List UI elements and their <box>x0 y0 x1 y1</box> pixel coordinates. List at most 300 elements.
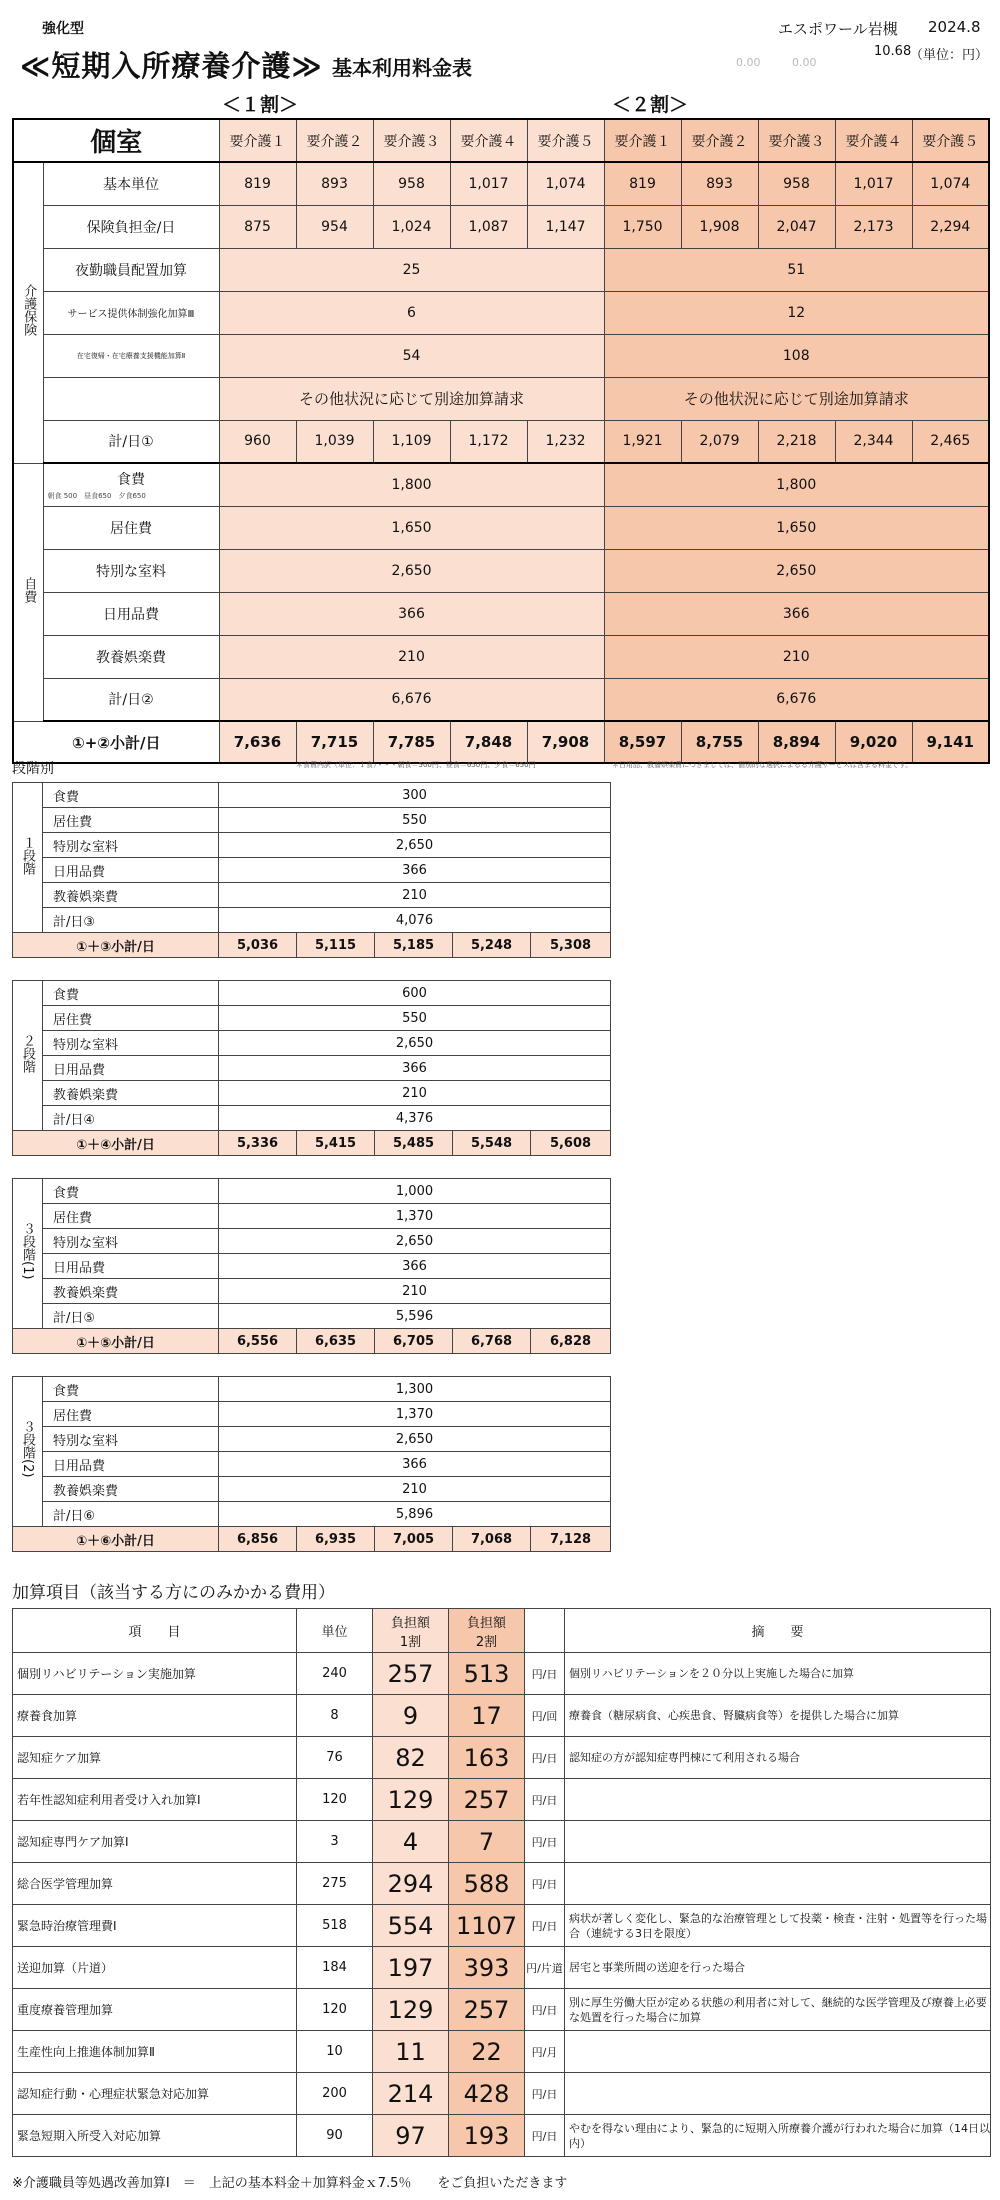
cell: 6,676 <box>219 678 604 721</box>
pay-20pct: 393 <box>449 1947 525 1989</box>
stage-row <box>13 1477 611 1502</box>
stage-row <box>13 1106 611 1131</box>
cell: 2,650 <box>219 1229 611 1254</box>
pay-20pct: 1107 <box>449 1905 525 1947</box>
row-label: 居住費 <box>43 1006 219 1031</box>
cell: 8,755 <box>681 721 758 763</box>
cell: 893 <box>296 162 373 205</box>
row-label: 特別な室料 <box>43 1427 219 1452</box>
row-label: 特別な室料 <box>43 1031 219 1056</box>
row-label <box>43 377 219 420</box>
row-label: 特別な室料 <box>43 833 219 858</box>
row-label: 日用品費 <box>43 858 219 883</box>
pay-20pct: 163 <box>449 1737 525 1779</box>
per-unit: 円/日 <box>525 1863 565 1905</box>
cell: 1,017 <box>835 162 912 205</box>
item-name: 総合医学管理加算 <box>13 1863 297 1905</box>
cell: 210 <box>219 883 611 908</box>
row-label: 日用品費 <box>43 1056 219 1081</box>
per-unit: 円/日 <box>525 1737 565 1779</box>
cell: 1,074 <box>527 162 604 205</box>
cell: 8,597 <box>604 721 681 763</box>
row-label: ①＋⑤小計/日 <box>13 1329 219 1354</box>
cell: 2,047 <box>758 205 835 248</box>
pay1-header: 負担額 1割 <box>373 1609 449 1653</box>
row-label: 教養娯楽費 <box>43 1477 219 1502</box>
row-label: 在宅復帰・在宅療養支援機能加算Ⅱ <box>43 334 219 377</box>
unit-value: 90 <box>297 2115 373 2157</box>
stage-table <box>12 782 611 958</box>
row-label: 特別な室料 <box>43 549 219 592</box>
stage-total-row <box>13 933 611 958</box>
cell: 4,076 <box>219 908 611 933</box>
stage-row <box>13 1081 611 1106</box>
pay-10pct: 11 <box>373 2031 449 2073</box>
stage-total-row <box>13 1131 611 1156</box>
stage-label: ２段階 <box>13 981 43 1131</box>
cell: 5,415 <box>297 1131 375 1156</box>
summary-text: 居宅と事業所間の送迎を行った場合 <box>565 1947 991 1989</box>
row-label: 計/日④ <box>43 1106 219 1131</box>
cell: 550 <box>219 1006 611 1031</box>
stage-row <box>13 1179 611 1204</box>
goods-footnote: ＊日用品、教養娯楽費につきましては、個別的な選択によるる介護サービスは含まる料金です。 <box>612 761 913 769</box>
level-header: 要介護５ <box>527 119 604 162</box>
cell: 54 <box>219 334 604 377</box>
cell: 1,908 <box>681 205 758 248</box>
cell: 2,650 <box>219 833 611 858</box>
unit-value: 275 <box>297 1863 373 1905</box>
row-label: ①＋⑥小計/日 <box>13 1527 219 1552</box>
table-row <box>13 549 989 592</box>
item-name: 個別リハビリテーション実施加算 <box>13 1653 297 1695</box>
level-header: 要介護２ <box>681 119 758 162</box>
cell: 600 <box>219 981 611 1006</box>
cell: 300 <box>219 783 611 808</box>
cell: 366 <box>219 1452 611 1477</box>
unit-value: 8 <box>297 1695 373 1737</box>
cell: 1,650 <box>219 506 604 549</box>
row-label: 教養娯楽費 <box>43 1279 219 1304</box>
pay-10pct: 97 <box>373 2115 449 2157</box>
summary-text: 病状が著しく変化し、緊急的な治療管理として投薬・検査・注射・処置等を行った場合（連続する3日を限度） <box>565 1905 991 1947</box>
row-label: 食費 <box>43 1179 219 1204</box>
table-row <box>13 420 989 463</box>
table-row <box>13 377 989 420</box>
row-label: 計/日③ <box>43 908 219 933</box>
stage-row <box>13 883 611 908</box>
stage-label: ３段階(1) <box>13 1179 43 1329</box>
summary-text <box>565 1779 991 1821</box>
cell: 366 <box>219 1056 611 1081</box>
cell: 210 <box>219 1081 611 1106</box>
row-label: 食費 <box>43 783 219 808</box>
stage-row <box>13 1229 611 1254</box>
additions-table <box>12 1608 991 2157</box>
cell: 6,856 <box>219 1527 297 1552</box>
organization-name: エスポワール岩槻 <box>778 20 898 38</box>
per-unit: 円/日 <box>525 2115 565 2157</box>
cell: 1,087 <box>450 205 527 248</box>
level-header: 要介護３ <box>373 119 450 162</box>
table-row <box>13 162 989 205</box>
row-label: 教養娯楽費 <box>43 635 219 678</box>
item-name: 生産性向上推進体制加算Ⅱ <box>13 2031 297 2073</box>
cell: 1,172 <box>450 420 527 463</box>
row-label: 日用品費 <box>43 1452 219 1477</box>
addition-row <box>13 1863 991 1905</box>
addition-row <box>13 1989 991 2031</box>
addition-row <box>13 2031 991 2073</box>
summary-text <box>565 2031 991 2073</box>
level-header: 要介護２ <box>296 119 373 162</box>
item-name: 療養食加算 <box>13 1695 297 1737</box>
cell: 2,650 <box>219 549 604 592</box>
additions-header-row <box>13 1609 991 1653</box>
row-label: 食費 朝食 500 昼食650 夕食650 <box>43 463 219 506</box>
cell: 819 <box>604 162 681 205</box>
pay-10pct: 82 <box>373 1737 449 1779</box>
pay-20pct: 7 <box>449 1821 525 1863</box>
unit-value: 240 <box>297 1653 373 1695</box>
cell: 1,109 <box>373 420 450 463</box>
pay-20pct: 22 <box>449 2031 525 2073</box>
document-date: 2024.8 <box>928 18 981 36</box>
cell: 7,908 <box>527 721 604 763</box>
addition-row <box>13 2115 991 2157</box>
row-label: 日用品費 <box>43 592 219 635</box>
cell: 12 <box>604 291 989 334</box>
cell: 1,370 <box>219 1402 611 1427</box>
cell: 5,548 <box>453 1131 531 1156</box>
item-header: 項 目 <box>13 1609 297 1653</box>
additions-title: 加算項目（該当する方にのみかかる費用） <box>12 1583 335 1603</box>
stage-row <box>13 1006 611 1031</box>
cell: 1,921 <box>604 420 681 463</box>
cell: 1,147 <box>527 205 604 248</box>
pay-10pct: 197 <box>373 1947 449 1989</box>
subtotal-row <box>13 721 989 763</box>
pay-10pct: 214 <box>373 2073 449 2115</box>
unit-value: 200 <box>297 2073 373 2115</box>
ghost-value: 0.00 <box>736 56 761 69</box>
cell: 7,636 <box>219 721 296 763</box>
cell: 2,173 <box>835 205 912 248</box>
summary-text <box>565 1863 991 1905</box>
stage-total-row <box>13 1329 611 1354</box>
item-name: 緊急短期入所受入対応加算 <box>13 2115 297 2157</box>
addition-row <box>13 1653 991 1695</box>
cell: 6,705 <box>375 1329 453 1354</box>
cell: 1,800 <box>604 463 989 506</box>
row-label: 教養娯楽費 <box>43 1081 219 1106</box>
table-row <box>13 205 989 248</box>
row-label: 計/日② <box>43 678 219 721</box>
cell: 2,465 <box>912 420 989 463</box>
stage-table <box>12 1376 611 1552</box>
row-label: 居住費 <box>43 1204 219 1229</box>
group-label-20pct: ＜２割＞ <box>612 94 689 116</box>
cell: 6,635 <box>297 1329 375 1354</box>
row-label: ①＋④小計/日 <box>13 1131 219 1156</box>
cell: 7,715 <box>296 721 373 763</box>
cell: 366 <box>219 1254 611 1279</box>
cell: 5,608 <box>531 1131 611 1156</box>
cell: 210 <box>219 1477 611 1502</box>
cell: 6,556 <box>219 1329 297 1354</box>
per-unit: 円/日 <box>525 2073 565 2115</box>
cell: 5,185 <box>375 933 453 958</box>
stage-row <box>13 858 611 883</box>
cell: 4,376 <box>219 1106 611 1131</box>
level-header: 要介護１ <box>604 119 681 162</box>
page-title: ≪短期入所療養介護≫ <box>20 49 323 83</box>
row-label: 計/日① <box>43 420 219 463</box>
cell: 366 <box>219 592 604 635</box>
cell: 2,079 <box>681 420 758 463</box>
pay-10pct: 554 <box>373 1905 449 1947</box>
unit-header: 単位 <box>297 1609 373 1653</box>
item-name: 緊急時治療管理費Ⅰ <box>13 1905 297 1947</box>
cell: 958 <box>373 162 450 205</box>
pay-20pct: 257 <box>449 1989 525 2031</box>
cell: 550 <box>219 808 611 833</box>
cell: 7,848 <box>450 721 527 763</box>
table-row <box>13 678 989 721</box>
row-label: 居住費 <box>43 1402 219 1427</box>
pay-10pct: 129 <box>373 1779 449 1821</box>
pay-10pct: 129 <box>373 1989 449 2031</box>
pay-20pct: 588 <box>449 1863 525 1905</box>
row-label: 計/日⑥ <box>43 1502 219 1527</box>
cell: 51 <box>604 248 989 291</box>
row-label: 居住費 <box>43 506 219 549</box>
cell: 960 <box>219 420 296 463</box>
row-label: 食費 <box>43 1377 219 1402</box>
row-label: ①+②小計/日 <box>13 721 219 763</box>
stage-total-row <box>13 1527 611 1552</box>
addition-row <box>13 1821 991 1863</box>
cell: 1,000 <box>219 1179 611 1204</box>
summary-text: やむを得ない理由により、緊急的に短期入所療養介護が行われた場合に加算（14日以内） <box>565 2115 991 2157</box>
ghost-value: 0.00 <box>792 56 817 69</box>
level-header: 要介護３ <box>758 119 835 162</box>
per-unit: 円/日 <box>525 1779 565 1821</box>
stage-row <box>13 1377 611 1402</box>
summary-text: 別に厚生労働大臣が定める状態の利用者に対して、継続的な医学管理及び療養上必要な処置を行った場合に加算 <box>565 1989 991 2031</box>
table-row <box>13 506 989 549</box>
cell: 1,074 <box>912 162 989 205</box>
unit-value: 76 <box>297 1737 373 1779</box>
cell: 958 <box>758 162 835 205</box>
cell: 2,218 <box>758 420 835 463</box>
stage-label: １段階 <box>13 783 43 933</box>
addition-row <box>13 2073 991 2115</box>
addition-row <box>13 1947 991 1989</box>
cell: 7,785 <box>373 721 450 763</box>
page-subtitle: 基本利用料金表 <box>332 56 472 80</box>
unit-label: （単位：円） <box>910 48 989 63</box>
cell: 2,650 <box>219 1031 611 1056</box>
footer-note: ※介護職員等処遇改善加算Ⅰ ＝ 上記の基本料金＋加算料金ｘ7.5％ をご負担いただきます <box>12 2176 568 2191</box>
cell: 25 <box>219 248 604 291</box>
cell: 1,650 <box>604 506 989 549</box>
cell: 2,294 <box>912 205 989 248</box>
row-label: 保険負担金/日 <box>43 205 219 248</box>
cell: 5,248 <box>453 933 531 958</box>
addition-row <box>13 1695 991 1737</box>
cell: 210 <box>219 1279 611 1304</box>
row-label: サービス提供体制強化加算Ⅲ <box>43 291 219 334</box>
stage-row <box>13 1427 611 1452</box>
row-label: 教養娯楽費 <box>43 883 219 908</box>
row-label: ①＋③小計/日 <box>13 933 219 958</box>
per-unit: 円/日 <box>525 1653 565 1695</box>
meal-footnote: ＊食費内訳（単位：１食）・・・朝食＝500円、昼食＝650円、夕食＝650円 <box>296 761 536 769</box>
stage-row <box>13 1254 611 1279</box>
summary-text <box>565 2073 991 2115</box>
cell: 366 <box>604 592 989 635</box>
per-unit: 円/回 <box>525 1695 565 1737</box>
cell: 366 <box>219 858 611 883</box>
cell: 1,300 <box>219 1377 611 1402</box>
jihi-label: 自費 <box>13 463 43 721</box>
cell: 5,485 <box>375 1131 453 1156</box>
item-name: 認知症行動・心理症状緊急対応加算 <box>13 2073 297 2115</box>
cell: 5,036 <box>219 933 297 958</box>
cell: 2,650 <box>604 549 989 592</box>
cell: 893 <box>681 162 758 205</box>
table-row <box>13 635 989 678</box>
pay-20pct: 513 <box>449 1653 525 1695</box>
per-unit: 円/日 <box>525 1905 565 1947</box>
unit-value: 184 <box>297 1947 373 1989</box>
item-name: 認知症ケア加算 <box>13 1737 297 1779</box>
pay2-header: 負担額 2割 <box>449 1609 525 1653</box>
cell: 5,115 <box>297 933 375 958</box>
cell: 210 <box>219 635 604 678</box>
rate-value: 10.68 <box>874 44 912 59</box>
stage-row <box>13 1204 611 1229</box>
cell: 9,020 <box>835 721 912 763</box>
unit-value: 120 <box>297 1779 373 1821</box>
pay-20pct: 17 <box>449 1695 525 1737</box>
level-header: 要介護１ <box>219 119 296 162</box>
cell: 5,596 <box>219 1304 611 1329</box>
table-row <box>13 592 989 635</box>
stage-row <box>13 1304 611 1329</box>
cell: 1,039 <box>296 420 373 463</box>
cell: 954 <box>296 205 373 248</box>
row-label: 計/日⑤ <box>43 1304 219 1329</box>
row-label: 基本単位 <box>43 162 219 205</box>
stage-row <box>13 1452 611 1477</box>
kaigo-hoken-label: 介護保険 <box>13 162 43 463</box>
cell: 7,128 <box>531 1527 611 1552</box>
row-label: 夜勤職員配置加算 <box>43 248 219 291</box>
cell: 108 <box>604 334 989 377</box>
cell: 1,017 <box>450 162 527 205</box>
table-row <box>13 463 989 506</box>
stage-row <box>13 1402 611 1427</box>
addition-row <box>13 1905 991 1947</box>
cell: 6,828 <box>531 1329 611 1354</box>
row-label: 食費 <box>43 981 219 1006</box>
stage-row <box>13 908 611 933</box>
unit-value: 518 <box>297 1905 373 1947</box>
cell: 2,344 <box>835 420 912 463</box>
cell: 6,768 <box>453 1329 531 1354</box>
cell: 1,800 <box>219 463 604 506</box>
pay-10pct: 257 <box>373 1653 449 1695</box>
cell: 2,650 <box>219 1427 611 1452</box>
cell: 9,141 <box>912 721 989 763</box>
item-name: 送迎加算（片道） <box>13 1947 297 1989</box>
per-unit: 円/日 <box>525 1989 565 2031</box>
cell: その他状況に応じて別途加算請求 <box>604 377 989 420</box>
type-label: 強化型 <box>42 21 84 37</box>
unit-value: 10 <box>297 2031 373 2073</box>
row-label: 特別な室料 <box>43 1229 219 1254</box>
stage-table <box>12 980 611 1156</box>
pay-20pct: 428 <box>449 2073 525 2115</box>
table-row <box>13 248 989 291</box>
item-name: 若年性認知症利用者受け入れ加算Ⅰ <box>13 1779 297 1821</box>
group-label-10pct: ＜１割＞ <box>222 94 299 116</box>
pay-10pct: 9 <box>373 1695 449 1737</box>
level-header: 要介護４ <box>835 119 912 162</box>
cell: 5,896 <box>219 1502 611 1527</box>
cell: 5,336 <box>219 1131 297 1156</box>
cell: 7,068 <box>453 1527 531 1552</box>
cell: 1,232 <box>527 420 604 463</box>
cell: 6 <box>219 291 604 334</box>
cell: 1,370 <box>219 1204 611 1229</box>
table-row <box>13 291 989 334</box>
cell: 1,024 <box>373 205 450 248</box>
cell: 7,005 <box>375 1527 453 1552</box>
cell: 210 <box>604 635 989 678</box>
stage-table <box>12 1178 611 1354</box>
cell: 5,308 <box>531 933 611 958</box>
summary-text: 個別リハビリテーションを２０分以上実施した場合に加算 <box>565 1653 991 1695</box>
cell: 1,750 <box>604 205 681 248</box>
level-header: 要介護４ <box>450 119 527 162</box>
stage-row <box>13 1502 611 1527</box>
pay-10pct: 4 <box>373 1821 449 1863</box>
stage-row <box>13 1279 611 1304</box>
pay-20pct: 193 <box>449 2115 525 2157</box>
cell: 8,894 <box>758 721 835 763</box>
stage-row <box>13 783 611 808</box>
addition-row <box>13 1779 991 1821</box>
stage-row <box>13 981 611 1006</box>
summary-text: 認知症の方が認知症専門棟にて利用される場合 <box>565 1737 991 1779</box>
row-label: 日用品費 <box>43 1254 219 1279</box>
stage-row <box>13 833 611 858</box>
summary-header: 摘 要 <box>565 1609 991 1653</box>
per-unit: 円/片道 <box>525 1947 565 1989</box>
summary-text: 療養食（糖尿病食、心疾患食、腎臓病食等）を提供した場合に加算 <box>565 1695 991 1737</box>
cell: 6,935 <box>297 1527 375 1552</box>
unit-value: 120 <box>297 1989 373 2031</box>
pay-20pct: 257 <box>449 1779 525 1821</box>
unit-value: 3 <box>297 1821 373 1863</box>
stage-row <box>13 808 611 833</box>
row-label: 居住費 <box>43 808 219 833</box>
stage-label: ３段階(2) <box>13 1377 43 1527</box>
basic-fee-table <box>12 118 990 764</box>
